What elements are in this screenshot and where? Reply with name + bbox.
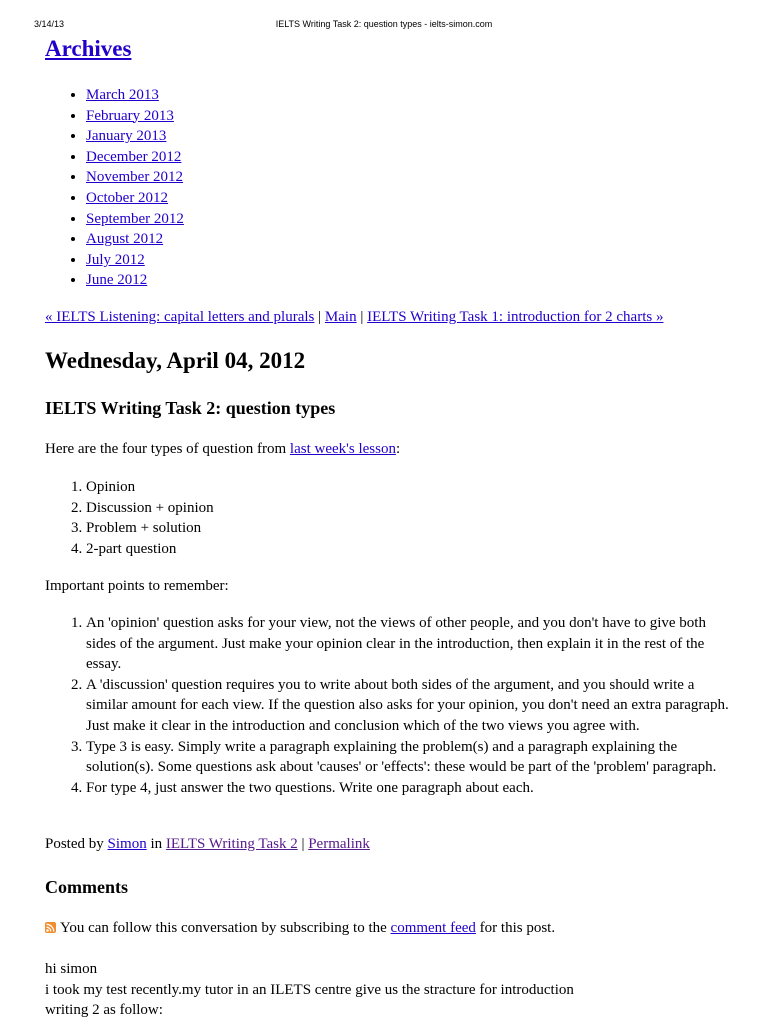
footer-separator: | [297, 836, 309, 852]
comment-body [45, 959, 574, 1021]
comment-line: writing 2 as follow: [45, 1002, 163, 1019]
archive-item [86, 209, 184, 230]
archive-link-february-2013[interactable]: February 2013 [86, 107, 174, 124]
archive-item [86, 188, 184, 209]
archive-list [45, 85, 184, 291]
date-header: Wednesday, April 04, 2012 [45, 348, 306, 373]
archive-item [86, 126, 184, 147]
archive-link-august-2012[interactable]: August 2012 [86, 231, 164, 248]
archives-link[interactable]: Archives [45, 36, 132, 61]
important-point: 4. For type 4, just answer the two questions. Write one paragraph about each. [86, 778, 735, 799]
next-post-link[interactable]: IELTS Writing Task 1: introduction for 2 charts » [367, 309, 664, 325]
archive-link-september-2012[interactable]: September 2012 [86, 210, 184, 227]
archive-link-march-2013[interactable]: March 2013 [86, 87, 159, 103]
archive-item [86, 147, 184, 168]
intro-suffix: : [395, 441, 401, 457]
important-point: 1. An 'opinion' question asks for your view, not the views of other people, and you don't have to give both sides of the argument. Just make your opinion clear in the introduction, then explain it in the rest of the essay. [86, 613, 735, 675]
print-title: IELTS Writing Task 2: question types - ielts-simon.com [275, 19, 493, 29]
archive-item [86, 250, 184, 271]
post-navigation [45, 309, 663, 326]
archive-item [86, 106, 184, 127]
comment-feed-link[interactable]: comment feed [390, 920, 476, 936]
archive-item [86, 85, 184, 106]
question-types-list [45, 477, 214, 559]
comment-line: i took my test recently.my tutor in an ILETS centre give us the stracture for introduction [45, 981, 574, 998]
archive-item [86, 167, 184, 188]
archive-item [86, 229, 184, 250]
entry-intro [45, 441, 400, 458]
nav-separator: | [314, 309, 325, 325]
archive-link-november-2012[interactable]: November 2012 [86, 169, 184, 186]
last-week-lesson-link[interactable]: last week's lesson [289, 441, 396, 457]
previous-post-link[interactable]: « IELTS Listening: capital letters and plurals [45, 309, 315, 325]
entry-title: IELTS Writing Task 2: question types [45, 398, 336, 418]
follow-suffix: for this post. [475, 920, 556, 936]
archive-link-december-2012[interactable]: December 2012 [86, 148, 182, 165]
posted-by-label: Posted by [45, 836, 108, 852]
comment-feed-notice [45, 920, 555, 937]
archive-link-june-2012[interactable]: June 2012 [86, 272, 148, 289]
archive-link-july-2012[interactable]: July 2012 [86, 251, 145, 268]
question-type-item: 1. Opinion [86, 477, 214, 498]
follow-text: You can follow this conversation by subscribing to the [60, 920, 391, 936]
comment-line: hi simon [45, 961, 98, 977]
print-date: 3/14/13 [34, 19, 65, 29]
important-points-list [45, 613, 735, 798]
important-point: 3. Type 3 is easy. Simply write a paragraph explaining the problem(s) and a paragraph explaining the solution(s). Some questions ask about 'causes' or 'effects': these would be part of the 'problem' paragraph. [86, 737, 735, 778]
question-type-item: 2. Discussion + opinion [86, 498, 214, 519]
permalink-link[interactable]: Permalink [308, 836, 370, 852]
comments-heading: Comments [45, 877, 128, 897]
archive-item [86, 270, 184, 291]
archive-link-january-2013[interactable]: January 2013 [86, 128, 167, 145]
archive-link-october-2012[interactable]: October 2012 [86, 189, 169, 206]
posted-in-label: in [146, 836, 166, 852]
main-link[interactable]: Main [324, 309, 357, 325]
nav-separator: | [356, 309, 368, 325]
category-link[interactable]: IELTS Writing Task 2 [165, 836, 298, 852]
important-point: 2. A 'discussion' question requires you to write about both sides of the argument, and you should write a similar amount for each view. If the question also asks for your opinion, you don't need an extra paragraph. Just make it clear in the introduction and conclusion which of the two views you agree with. [86, 675, 735, 737]
archives-heading [45, 36, 131, 62]
rss-feed-icon [45, 922, 56, 933]
post-footer [45, 836, 370, 853]
print-header [0, 19, 768, 33]
points-label: Important points to remember: [45, 578, 229, 594]
question-type-item: 3. Problem + solution [86, 518, 214, 539]
intro-text: Here are the four types of question from [45, 441, 290, 457]
question-type-item: 4. 2-part question [86, 539, 214, 560]
author-link[interactable]: Simon [107, 836, 147, 852]
